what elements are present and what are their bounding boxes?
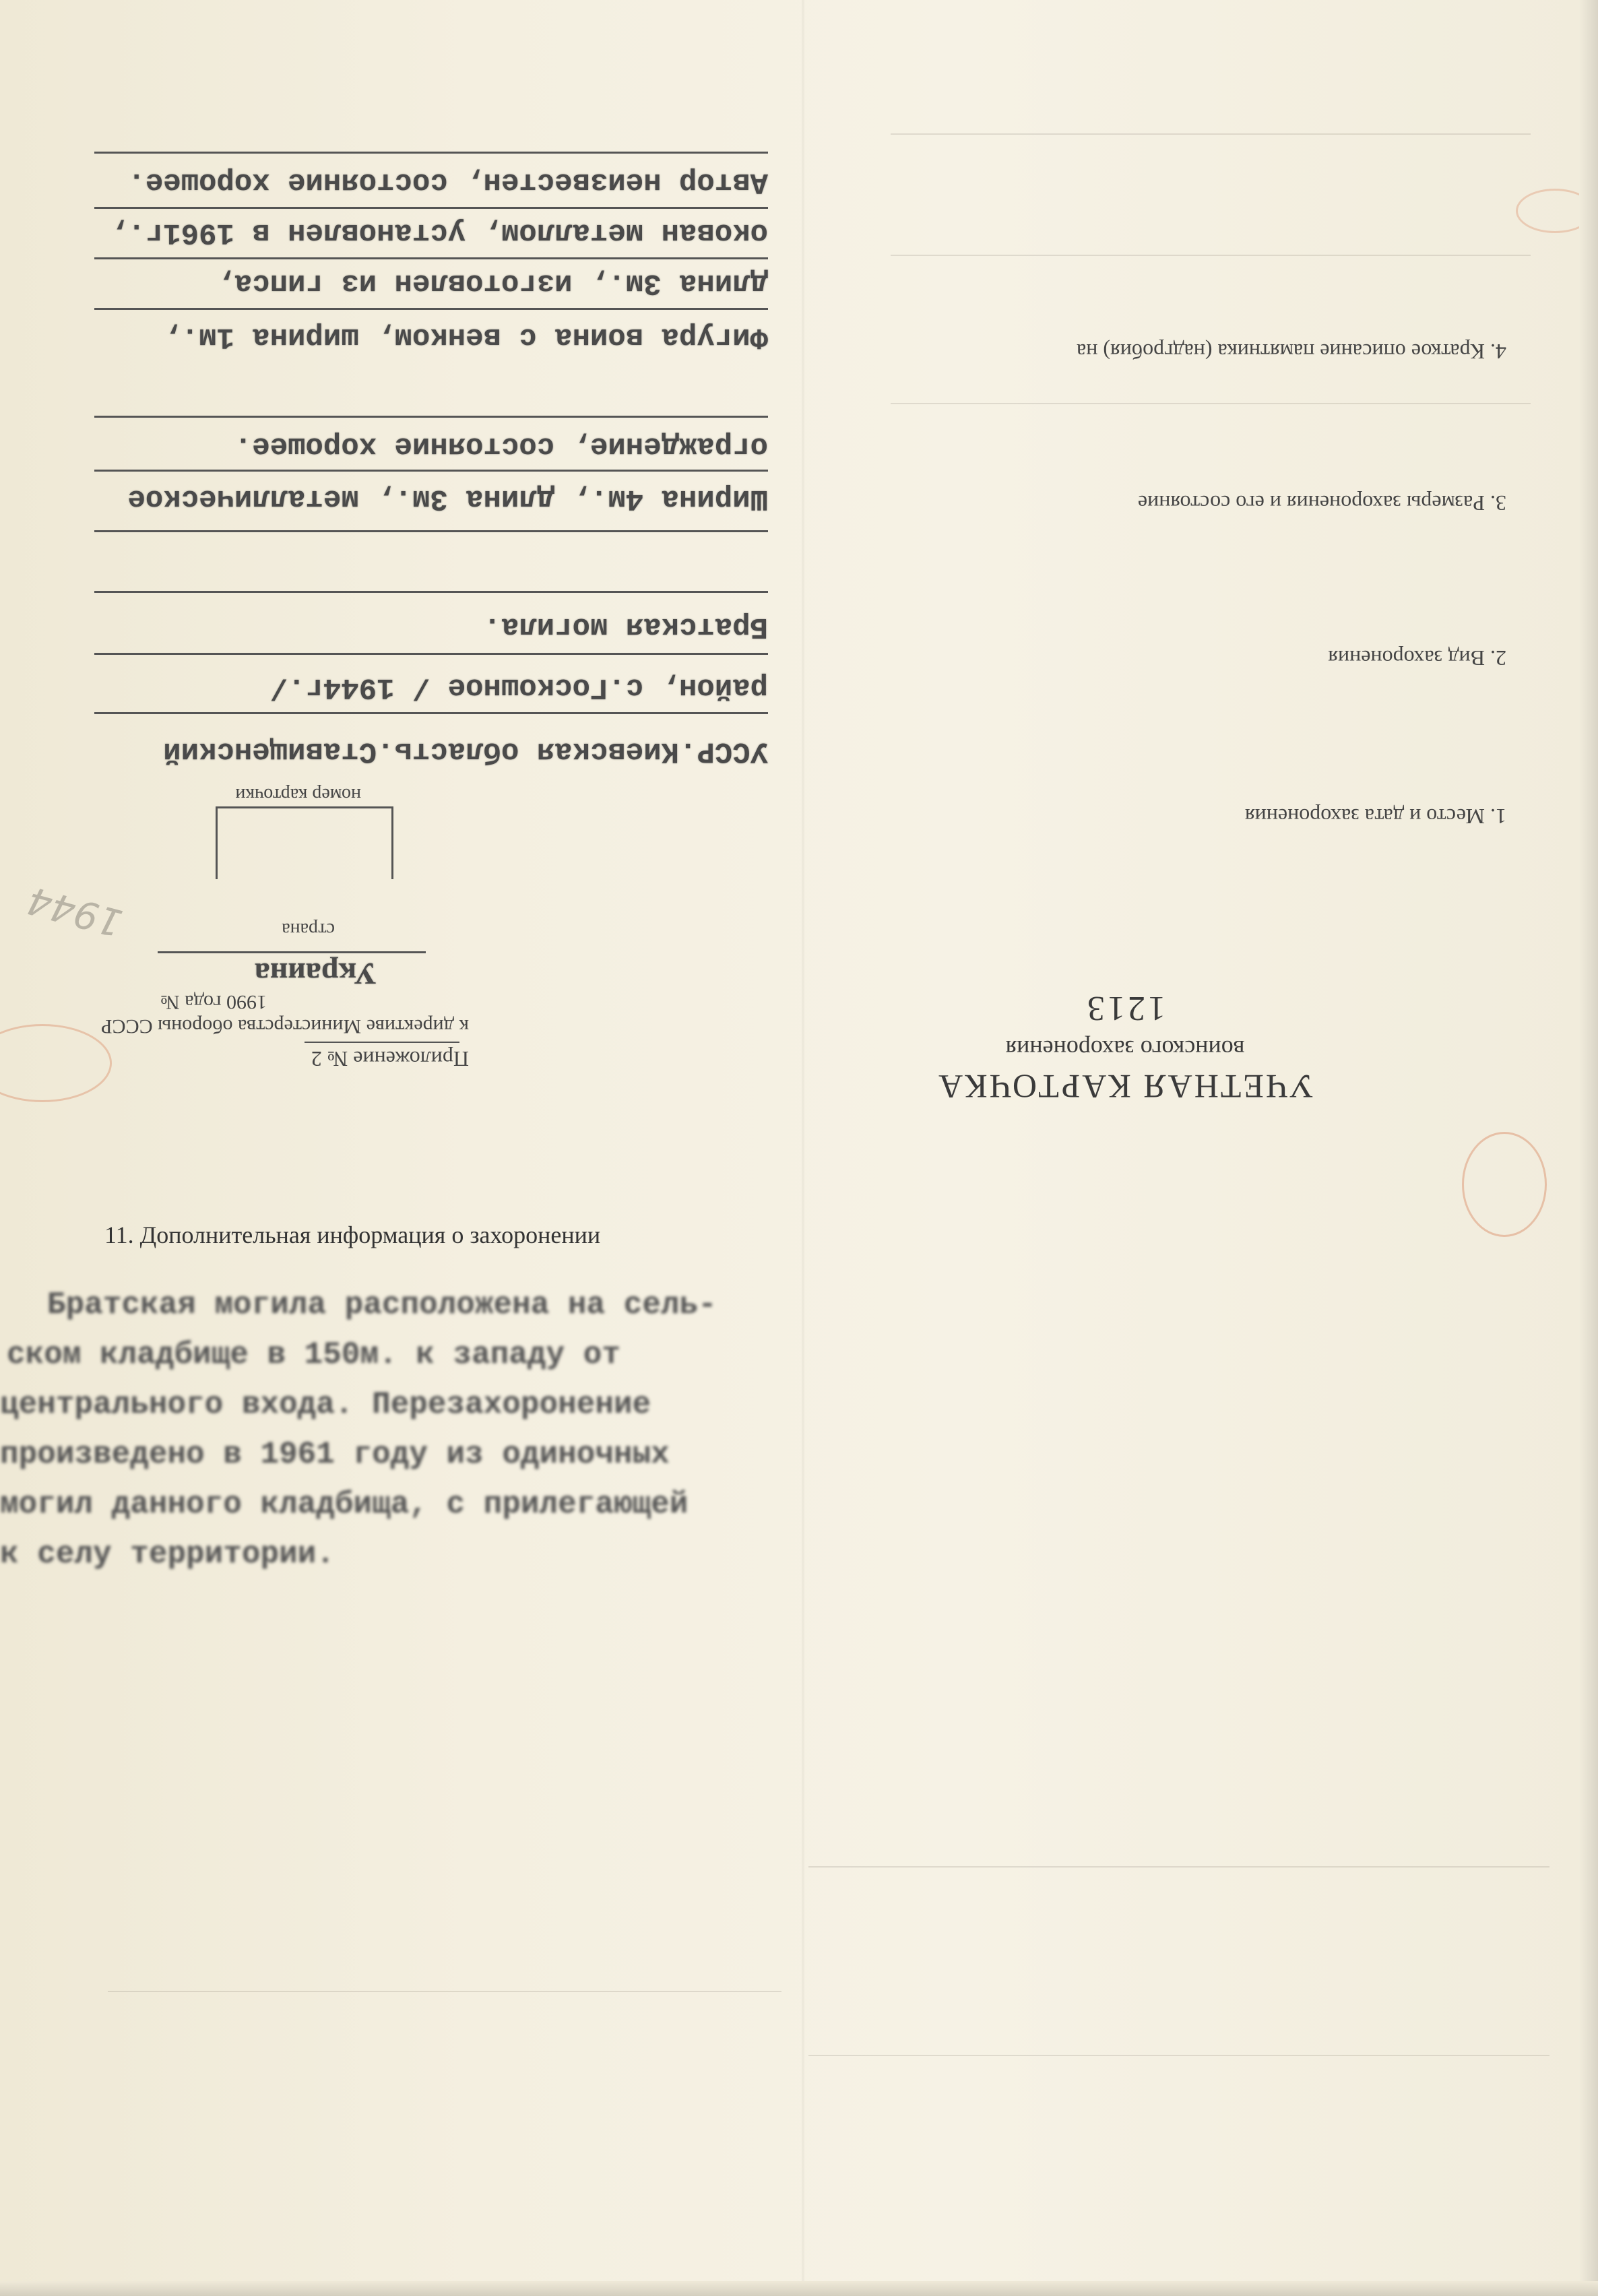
country-label: страна [282,919,335,940]
ghost-rule [108,1991,781,1992]
flipped-section [0,0,1598,1145]
appendix-rule [305,1042,459,1043]
card-number-box [216,806,393,879]
field-4-rule-3 [94,207,768,209]
ghost-rule [808,1866,1549,1868]
field-11-text [0,1280,802,1579]
field-11-label: 11. Дополнительная информация о захоронении [104,1221,601,1248]
field-4-line-4: Автор неизвестен, состояние хорошее. [127,165,768,199]
page-edge [1579,0,1598,2296]
field-4-rule-1 [94,308,768,310]
field-1-line-1: УССР.Киевская область.Ставищенский [163,734,768,768]
rust-stain [1462,1132,1547,1237]
ghost-rule [891,133,1531,135]
country-rule [158,951,426,953]
field-1-rule-1 [94,712,768,714]
ghost-rule [891,255,1531,256]
appendix-line-1: Приложение № 2 [311,1047,469,1071]
card-number: 1213 [1085,989,1165,1027]
field-11-line-3: центрального входа. Перезахоронение [0,1387,651,1422]
field-4-line-2: длина 3м., изготовлен из гипса, [216,266,768,300]
field-1-line-2: район, с.Госкошное / 1944г./ [269,670,768,704]
field-1-rule-2 [94,653,768,655]
handwritten-year: 1944 [23,877,127,945]
field-4-line-1: Фигура воина с венком, ширина 1м., [163,320,768,354]
card-title: УЧЕТНАЯ КАРТОЧКА [936,1068,1314,1106]
appendix-line-3: 1990 года № [160,991,267,1013]
field-4-label: 4. Краткое описание памятника (надгробия) на [1076,340,1506,364]
field-3-line-1: Ширина 4м., длина 3м., металлическое [127,482,768,515]
field-2-rule-2 [94,530,768,532]
field-2-value: Братская могила. [483,610,768,643]
field-11-line-6: к селу территории. [0,1537,335,1572]
field-3-label: 3. Размеры захоронения и его состояние [1137,491,1506,515]
field-3-line-2: ограждение, состояние хорошее. [234,429,768,463]
field-4-rule-4 [94,152,768,154]
field-2-label: 2. Вид захоронения [1328,646,1506,670]
ghost-rule [808,2055,1549,2056]
field-3-rule-2 [94,416,768,418]
card-subtitle: воинского захоронения [1005,1035,1245,1062]
field-3-rule-1 [94,470,768,472]
ghost-rule [891,403,1531,404]
page-bottom-edge [0,2281,1598,2296]
appendix-line-2: к директиве Министерства обороны СССР [100,1015,469,1038]
card-number-label: номер карточки [235,784,361,805]
field-11-line-5: могил данного кладбища, с прилегающей [0,1487,689,1522]
country-value: Украина [254,957,377,991]
field-11-line-1: Братская могила расположена на сель- [47,1287,717,1322]
field-11-line-4: произведено в 1961 году из одиночных [0,1437,670,1472]
field-2-rule-1 [94,591,768,593]
field-4-line-3: окован металлом, установлен в 1961г., [110,216,768,249]
field-11-line-2: ском кладбище в 150м. к западу от [7,1337,620,1372]
field-4-rule-2 [94,257,768,259]
field-1-label: 1. Место и дата захоронения [1244,804,1506,829]
title-block [889,988,1361,1106]
